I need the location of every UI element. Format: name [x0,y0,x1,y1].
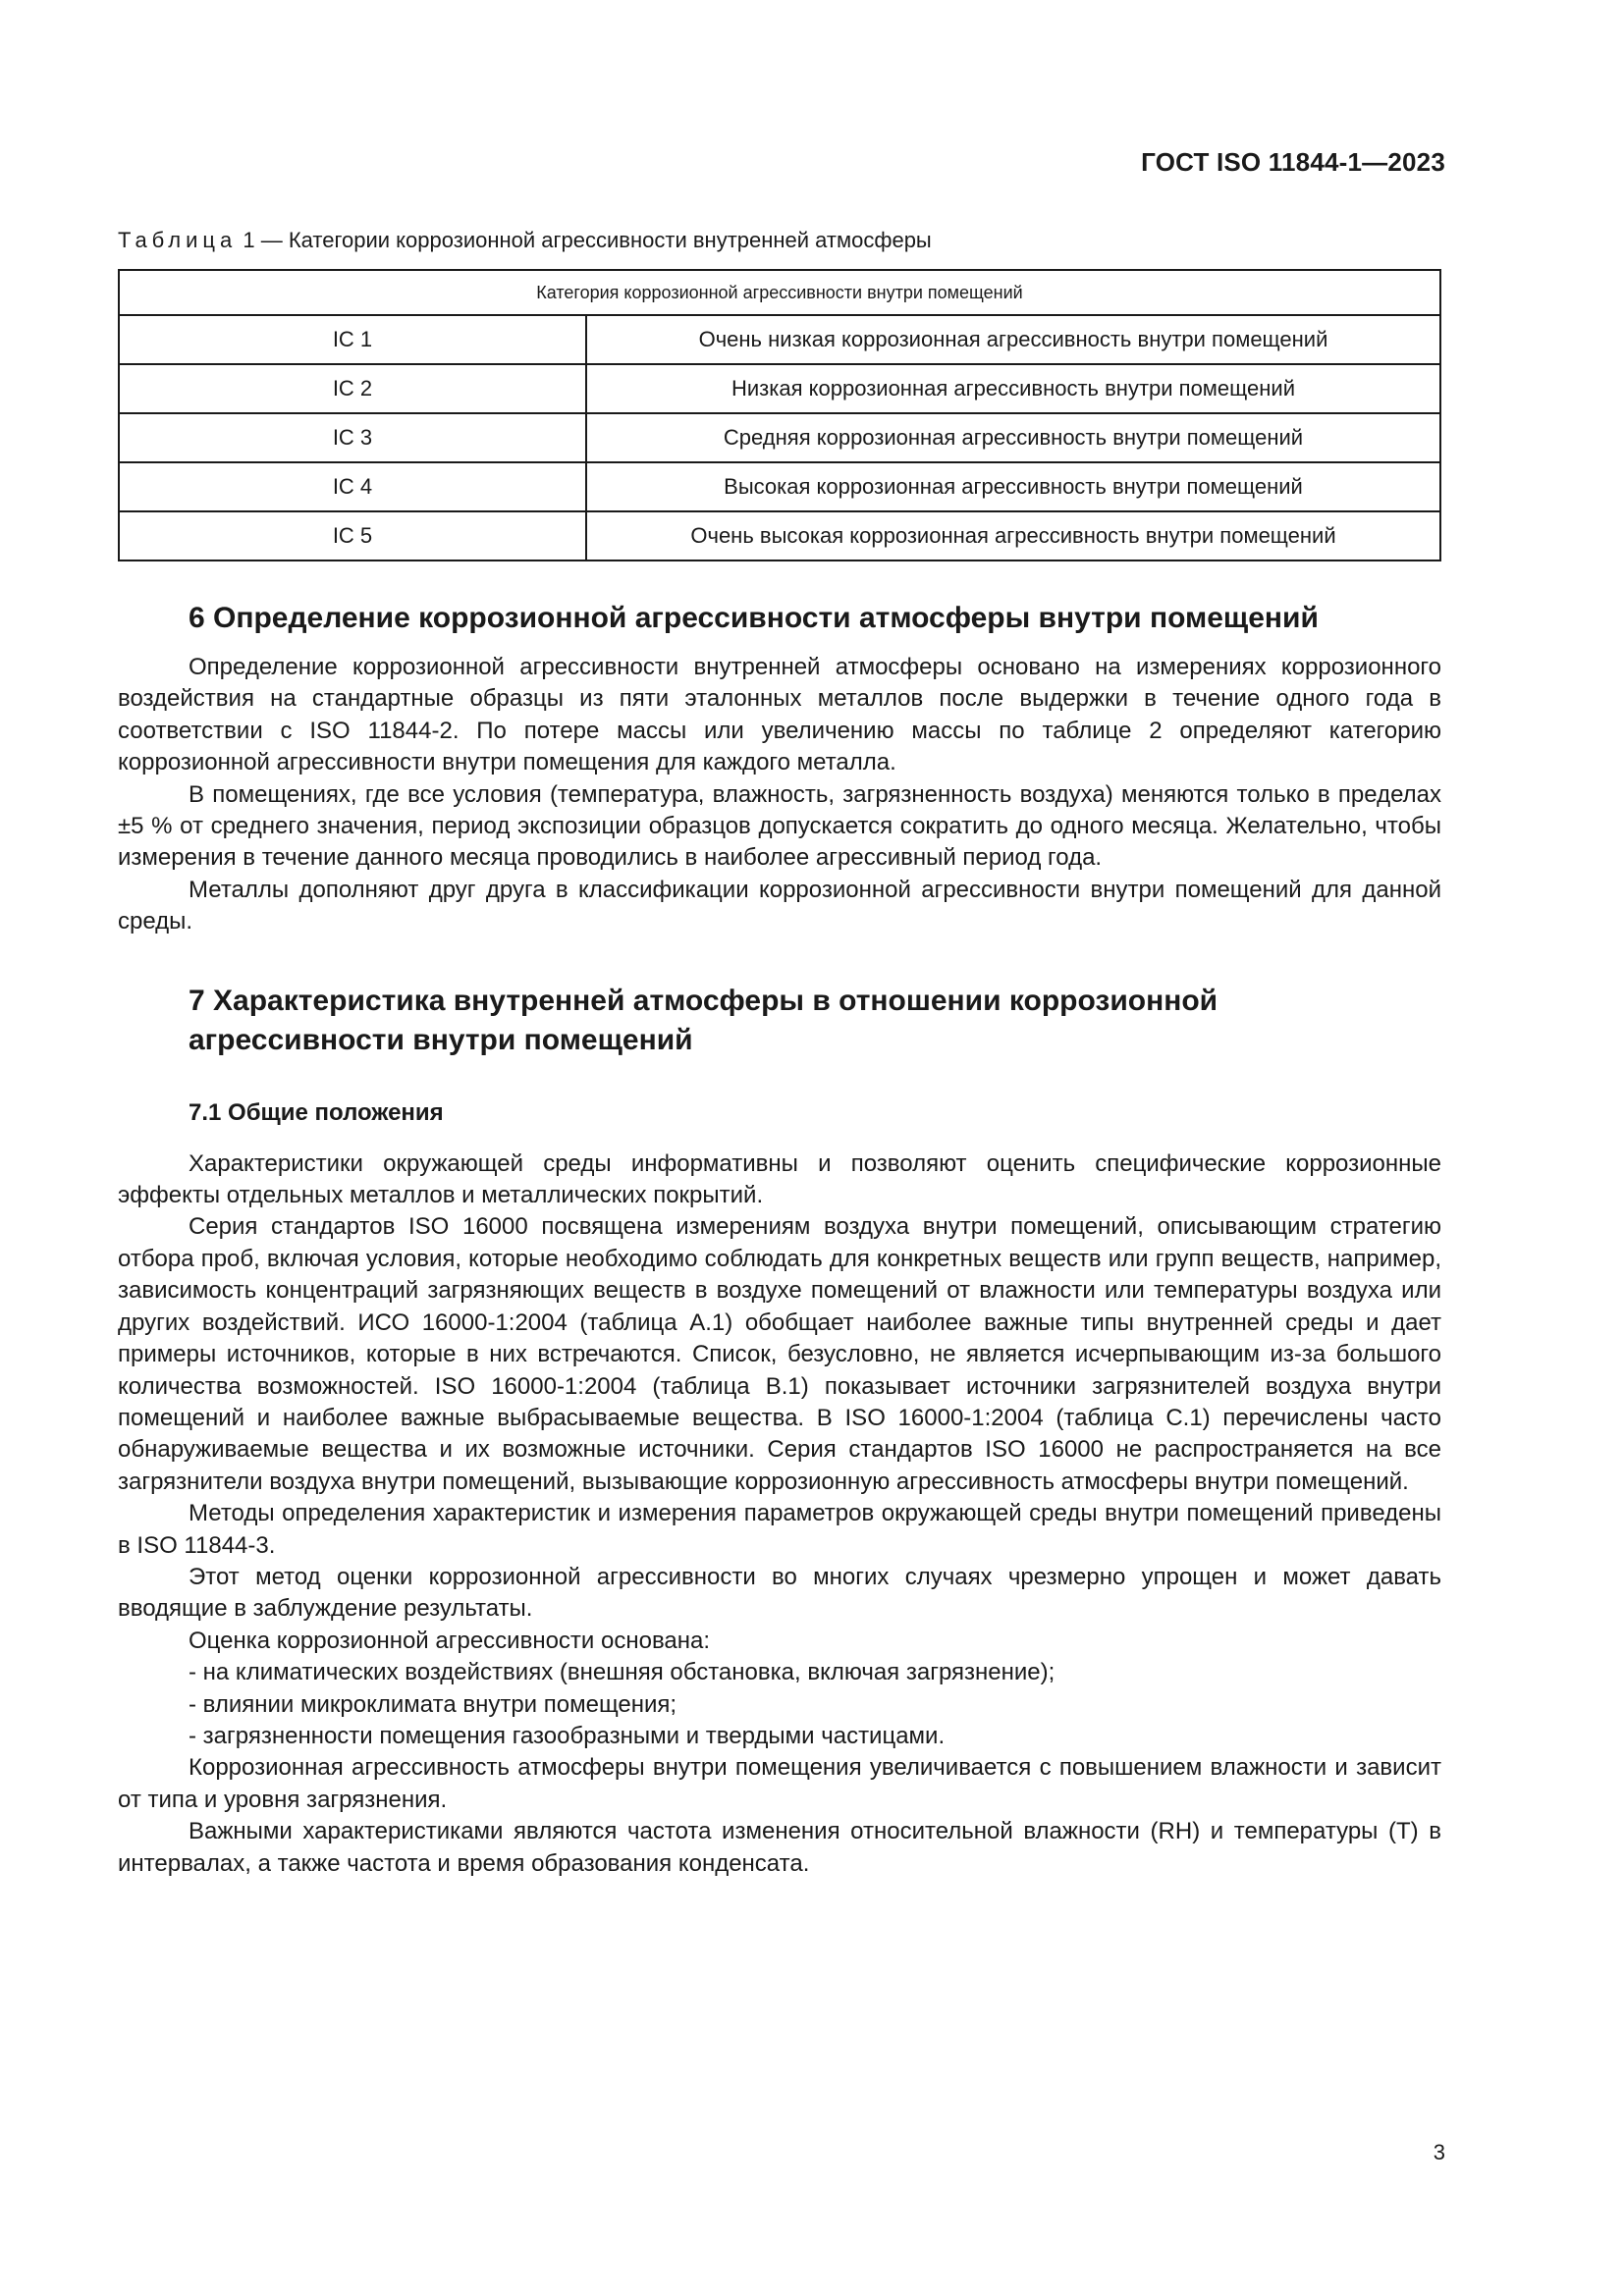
spacer [118,938,1441,982]
category-code-cell: IC 5 [119,511,586,561]
spacer [118,1074,1441,1099]
section-6-paragraph: В помещениях, где все условия (температура, влажность, загрязненность воздуха) меняются только в пределах ±5 % от среднего значения, период экспозиции образцов допускается сократить до одного месяца. Желательно, чтобы измерения в течение данного месяца проводились в наиболее агрессивный период года. [118,780,1441,872]
section-7-paragraph: Методы определения характеристик и измерения параметров окружающей среды внутри помещений приведены в ISO 11844-3. [118,1500,1441,1559]
table-caption [118,228,932,253]
table-caption-prefix: Таблица [118,228,238,252]
category-description-cell: Низкая коррозионная агрессивность внутри помещений [586,364,1440,413]
document-code: ГОСТ ISO 11844-1—2023 [1141,147,1445,177]
page-number: 3 [1433,2140,1445,2164]
corrosivity-category-table [118,269,1441,561]
table-header-cell: Категория коррозионной агрессивности внутри помещений [119,270,1440,315]
table-header-row [119,270,1440,315]
section-6-paragraph: Металлы дополняют друг друга в классификации коррозионной агрессивности внутри помещений для данной среды. [118,876,1441,935]
category-code-cell: IC 1 [119,315,586,364]
category-description-cell: Высокая коррозионная агрессивность внутри помещений [586,462,1440,511]
section-6-heading: 6 Определение коррозионной агрессивности атмосферы внутри помещений [189,602,1319,634]
table-row [119,364,1440,413]
category-code-cell: IC 4 [119,462,586,511]
list-item: - влиянии микроклимата внутри помещения; [189,1690,677,1718]
category-code-cell: IC 2 [119,364,586,413]
category-description-cell: Очень низкая коррозионная агрессивность внутри помещений [586,315,1440,364]
category-description-cell: Средняя коррозионная агрессивность внутри помещений [586,413,1440,462]
document-body [118,599,1441,1880]
list-item: - загрязненности помещения газообразными и твердыми частицами. [189,1722,946,1749]
table-row [119,315,1440,364]
category-description-cell: Очень высокая коррозионная агрессивность внутри помещений [586,511,1440,561]
section-6-paragraph: Определение коррозионной агрессивности внутренней атмосферы основано на измерениях коррозионного воздействия на стандартные образцы из пяти эталонных металлов после выдержки в течение одного года в соответствии с ISO 11844-2. По потере массы или увеличению массы по таблице 2 определяют категорию коррозионной агрессивности внутри помещения для каждого металла. [118,654,1441,776]
subsection-7-1-heading: 7.1 Общие положения [189,1098,444,1126]
section-7-heading: 7 Характеристика внутренней атмосферы в отношении коррозионной агрессивности внутри помещений [189,984,1218,1056]
section-7-paragraph: Серия стандартов ISO 16000 посвящена измерениям воздуха внутри помещений, описывающим стратегию отбора проб, включая условия, которые необходимо соблюдать для конкретных веществ или групп веществ, например, зависимость концентраций загрязняющих веществ в воздухе помещений от влажности или температуры воздуха или других воздействий. ИСО 16000-1:2004 (таблица А.1) обобщает наиболее важные типы внутренней среды и дает примеры источников, которые в них встречаются. Список, безусловно, не является исчерпывающим из-за большого количества возможностей. ISO 16000-1:2004 (таблица В.1) показывает источники загрязнителей воздуха внутри помещений и наиболее важные выбрасываемые вещества. В ISO 16000-1:2004 (таблица С.1) перечислены часто обнаруживаемые вещества и их возможные источники. Серия стандартов ISO 16000 не распространяется на все загрязнители воздуха внутри помещений, вызывающие коррозионную агрессивность атмосферы внутри помещений. [118,1213,1442,1495]
section-7-paragraph: Коррозионная агрессивность атмосферы внутри помещения увеличивается с повышением влажности и зависит от типа и уровня загрязнения. [118,1754,1441,1813]
section-7-paragraph: Характеристики окружающей среды информативны и позволяют оценить специфические коррозионные эффекты отдельных металлов и металлических покрытий. [118,1149,1441,1209]
table-caption-title: 1 — Категории коррозионной агрессивности внутренней атмосферы [237,228,932,252]
section-7-paragraph: Важными характеристиками являются частота изменения относительной влажности (RH) и температуры (T) в интервалах, а также частота и время образования конденсата. [118,1818,1441,1877]
list-item: - на климатических воздействиях (внешняя обстановка, включая загрязнение); [189,1659,1056,1686]
table-row [119,413,1440,462]
section-7-paragraph: Этот метод оценки коррозионной агрессивности во многих случаях чрезмерно упрощен и может давать вводящие в заблуждение результаты. [118,1563,1441,1623]
category-code-cell: IC 3 [119,413,586,462]
table-row [119,462,1440,511]
table-row [119,511,1440,561]
section-7-paragraph: Оценка коррозионной агрессивности основана: [189,1627,711,1654]
